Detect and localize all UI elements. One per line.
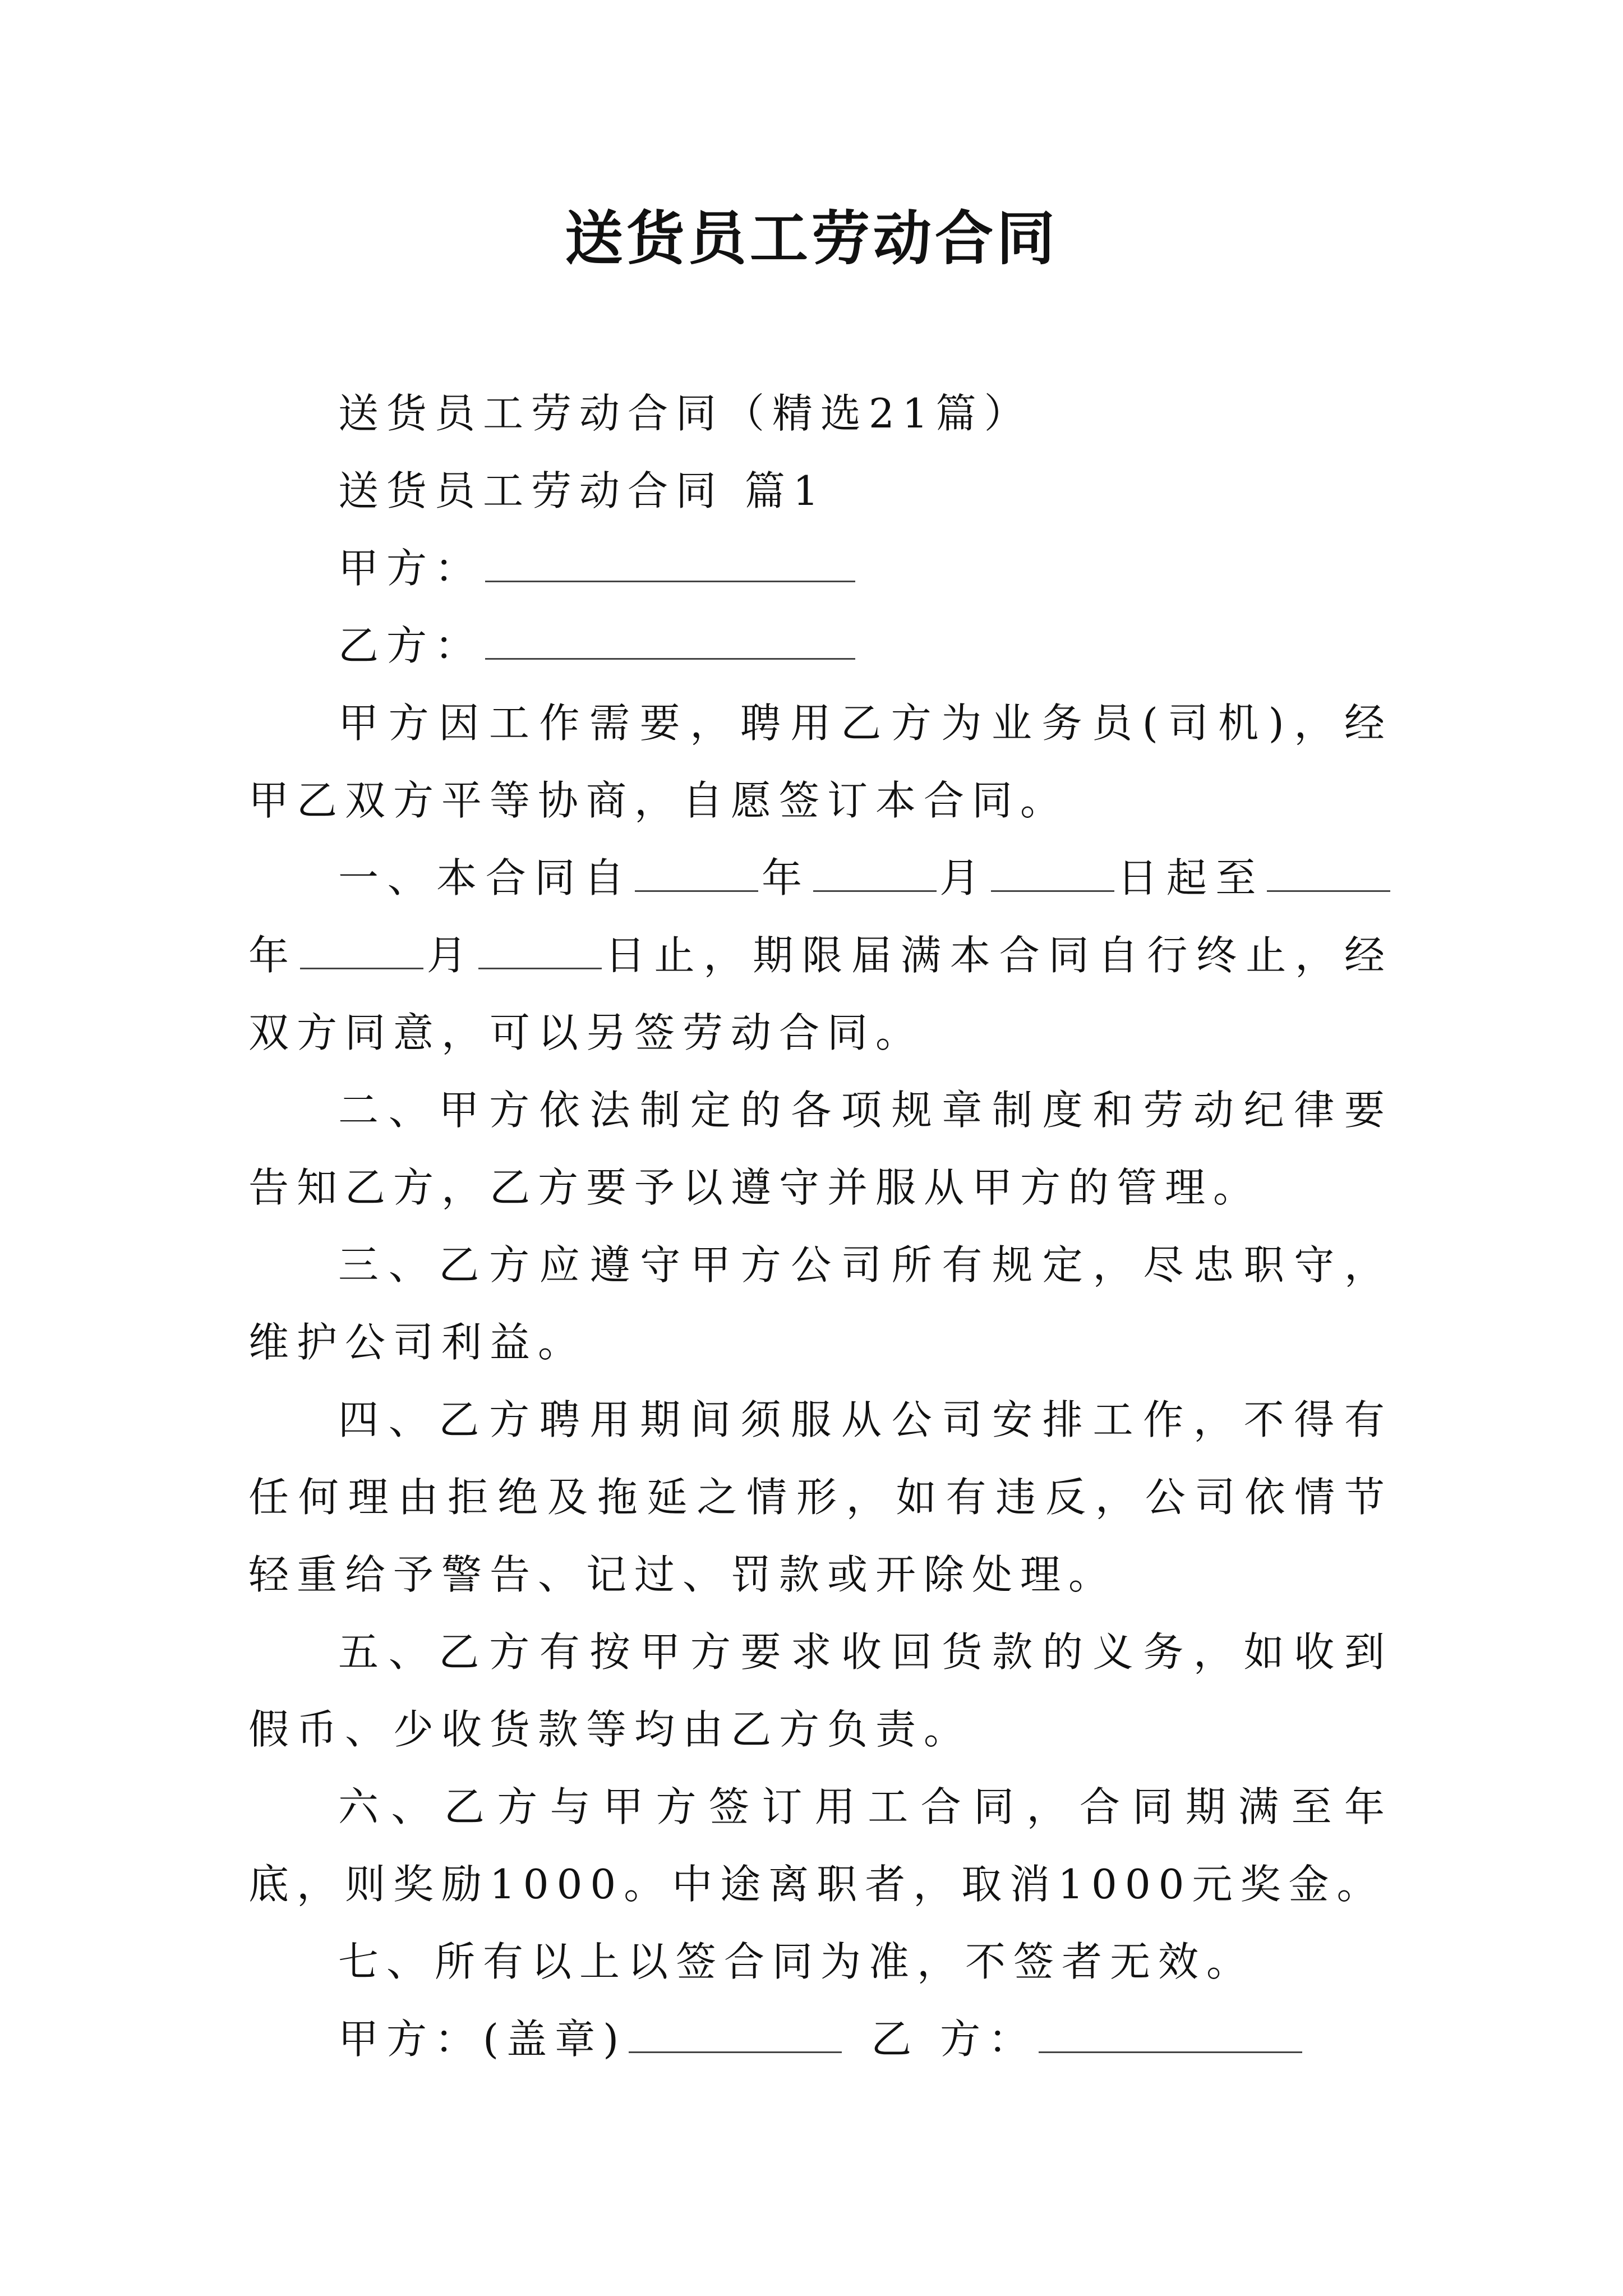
clause-1-month-end: 月 <box>425 932 476 979</box>
start-year-blank <box>635 849 758 892</box>
signature-line <box>248 2000 1393 2078</box>
party-a-blank <box>485 539 855 582</box>
signature-party-a-blank <box>629 2010 842 2053</box>
clause-6: 六、乙方与甲方签订用工合同，合同期满至年底，则奖励1000。中途离职者，取消1000元奖金。 <box>248 1783 1393 1908</box>
signature-party-a: 甲方：(盖章) <box>338 2016 627 2063</box>
end-month-blank <box>300 926 423 969</box>
clause-3: 三、乙方应遵守甲方公司所有规定，尽忠职守，维护公司利益。 <box>248 1241 1393 1366</box>
document-title: 送货员工劳动合同 <box>564 204 1058 273</box>
clause-1 <box>248 839 1393 1071</box>
clause-1-year-end: 年 <box>248 932 298 979</box>
signature-party-b-blank <box>1039 2010 1302 2053</box>
section-heading: 送货员工劳动合同 篇1 <box>338 467 827 514</box>
clause-1-day-to: 日止，期限届满本合同自行终止，经双方同意，可以另签劳动合同。 <box>248 932 1393 1056</box>
clause-1-year: 年 <box>760 854 811 901</box>
party-b-label: 乙方： <box>338 622 483 669</box>
party-b-line <box>248 607 1393 684</box>
end-day-blank <box>478 926 602 969</box>
party-a-line <box>248 530 1393 607</box>
signature-party-b: 乙 方： <box>871 2016 1037 2063</box>
start-day-blank <box>991 849 1114 892</box>
clause-1-prefix: 一、本合同自 <box>338 854 633 901</box>
clause-1-day-from: 日起至 <box>1116 854 1265 901</box>
clause-4: 四、乙方聘用期间须服从公司安排工作，不得有任何理由拒绝及拖延之情形，如有违反，公司依情节轻重给予警告、记过、罚款或开除处理。 <box>248 1396 1393 1598</box>
intro-paragraph: 甲方因工作需要，聘用乙方为业务员(司机)，经甲乙双方平等协商，自愿签订本合同。 <box>248 700 1393 824</box>
clause-1-month: 月 <box>938 854 989 901</box>
subtitle: 送货员工劳动合同（精选21篇） <box>338 390 1032 437</box>
start-month-blank <box>813 849 937 892</box>
party-b-blank <box>485 616 855 660</box>
clause-7: 七、所有以上以签合同为准，不签者无效。 <box>338 1938 1255 1985</box>
party-a-label: 甲方： <box>338 545 483 592</box>
clause-2: 二、甲方依法制定的各项规章制度和劳动纪律要告知乙方，乙方要予以遵守并服从甲方的管理。 <box>248 1087 1393 1211</box>
end-year-blank <box>1267 849 1390 892</box>
clause-5: 五、乙方有按甲方要求收回货款的义务，如收到假币、少收货款等均由乙方负责。 <box>248 1628 1393 1753</box>
document-body <box>248 375 1393 2078</box>
